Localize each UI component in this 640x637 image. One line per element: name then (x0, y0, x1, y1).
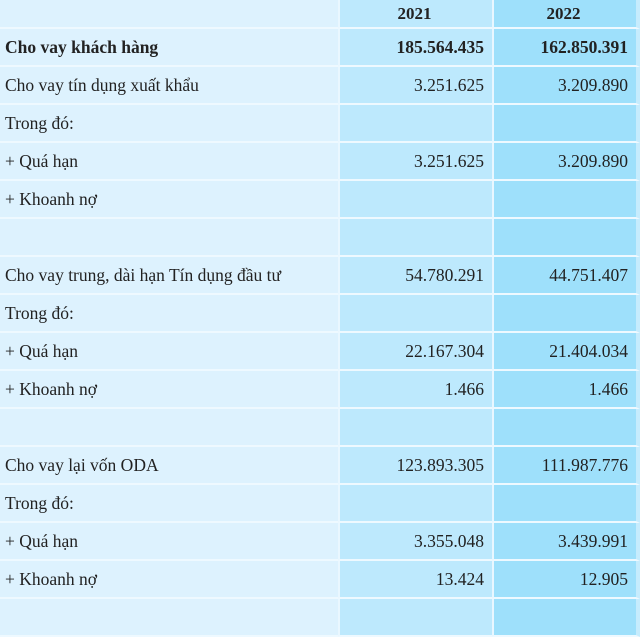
table-row (0, 561, 640, 599)
value-2022: 111.987.776 (492, 447, 640, 485)
row-label: Cho vay khách hàng (0, 29, 338, 67)
table-row (0, 295, 640, 333)
value-2022 (492, 181, 640, 219)
table-row (0, 105, 640, 143)
row-label: + Quá hạn (0, 143, 338, 181)
table-row (0, 67, 640, 105)
value-2022: 3.439.991 (492, 523, 640, 561)
value-2022 (492, 485, 640, 523)
table-row (0, 523, 640, 561)
table-row (0, 181, 640, 219)
header-label (0, 0, 338, 29)
table-row (0, 409, 640, 447)
value-2021 (338, 105, 492, 143)
row-label: + Khoanh nợ (0, 561, 338, 599)
value-2021 (338, 181, 492, 219)
value-2021: 54.780.291 (338, 257, 492, 295)
row-label (0, 409, 338, 447)
header-2022: 2022 (492, 0, 640, 29)
table-row (0, 371, 640, 409)
value-2021: 1.466 (338, 371, 492, 409)
value-2022: 44.751.407 (492, 257, 640, 295)
row-label: Trong đó: (0, 485, 338, 523)
row-label: Trong đó: (0, 105, 338, 143)
value-2022 (492, 409, 640, 447)
header-row (0, 0, 640, 29)
value-2022: 12.905 (492, 561, 640, 599)
value-2022: 21.404.034 (492, 333, 640, 371)
row-label: + Quá hạn (0, 333, 338, 371)
value-2022: 3.209.890 (492, 67, 640, 105)
value-2021 (338, 295, 492, 333)
header-2021: 2021 (338, 0, 492, 29)
table-row (0, 333, 640, 371)
value-2022: 3.209.890 (492, 143, 640, 181)
value-2022 (492, 105, 640, 143)
value-2022: 162.850.391 (492, 29, 640, 67)
value-2022 (492, 219, 640, 257)
value-2021: 123.893.305 (338, 447, 492, 485)
value-2021: 185.564.435 (338, 29, 492, 67)
table-row (0, 143, 640, 181)
table-row (0, 219, 640, 257)
value-2021: 3.251.625 (338, 67, 492, 105)
row-label (0, 599, 338, 637)
value-2022 (492, 599, 640, 637)
row-label (0, 219, 338, 257)
row-label: + Khoanh nợ (0, 371, 338, 409)
value-2021 (338, 599, 492, 637)
value-2021: 13.424 (338, 561, 492, 599)
value-2021: 3.251.625 (338, 143, 492, 181)
value-2021 (338, 485, 492, 523)
row-label: + Quá hạn (0, 523, 338, 561)
row-label: Cho vay lại vốn ODA (0, 447, 338, 485)
row-label: + Khoanh nợ (0, 181, 338, 219)
table-row (0, 599, 640, 637)
row-label: Cho vay trung, dài hạn Tín dụng đầu tư (0, 257, 338, 295)
table-row (0, 29, 640, 67)
value-2021: 22.167.304 (338, 333, 492, 371)
value-2022 (492, 295, 640, 333)
table-row (0, 447, 640, 485)
value-2021: 3.355.048 (338, 523, 492, 561)
value-2022: 1.466 (492, 371, 640, 409)
table-row (0, 485, 640, 523)
value-2021 (338, 409, 492, 447)
row-label: Trong đó: (0, 295, 338, 333)
value-2021 (338, 219, 492, 257)
row-label: Cho vay tín dụng xuất khẩu (0, 67, 338, 105)
table-row (0, 257, 640, 295)
